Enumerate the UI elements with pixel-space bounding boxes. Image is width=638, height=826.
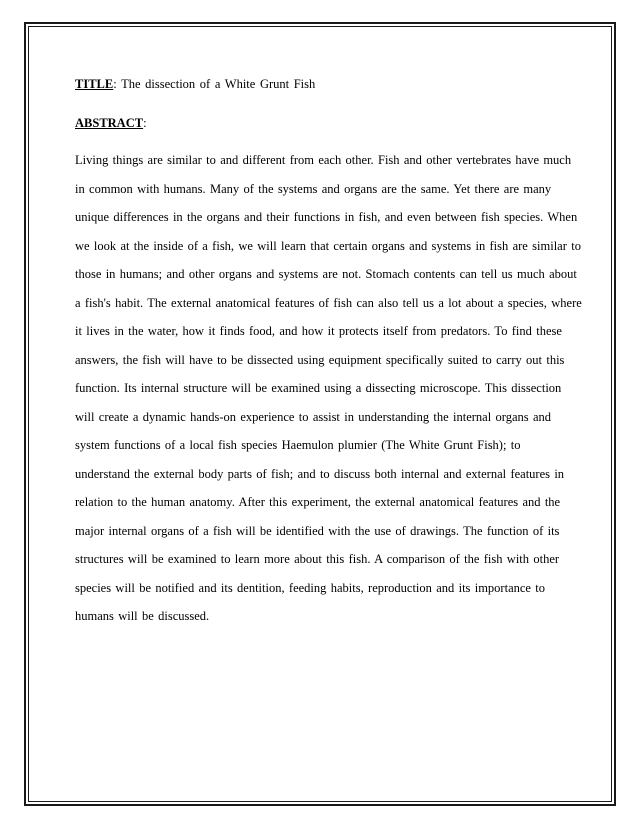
abstract-separator: : — [143, 116, 147, 130]
abstract-line: in common with humans. Many of the systems and organs are the same. Yet there are many — [75, 181, 552, 196]
title-line — [75, 77, 315, 92]
title-separator: : — [113, 77, 117, 91]
abstract-line: will create a dynamic hands-on experience to assist in understanding the internal organs and — [75, 409, 551, 424]
title-text: The dissection of a White Grunt Fish — [121, 77, 316, 91]
abstract-line: a fish's habit. The external anatomical features of fish can also tell us a lot about a species, where — [75, 295, 582, 310]
abstract-label: ABSTRACT — [75, 116, 144, 130]
abstract-line: function. Its internal structure will be examined using a dissecting microscope. This dissection — [75, 381, 562, 395]
abstract-line: we look at the inside of a fish, we will learn that certain organs and systems in fish are similar to — [75, 238, 581, 253]
abstract-line: unique differences in the organs and their functions in fish, and even between fish species. When — [75, 210, 578, 224]
abstract-paragraph — [75, 152, 582, 637]
title-label: TITLE — [75, 77, 114, 91]
abstract-line: understand the external body parts of fish; and to discuss both internal and external features in — [75, 466, 565, 481]
abstract-line: humans will be discussed. — [75, 609, 210, 623]
abstract-line: major internal organs of a fish will be identified with the use of drawings. The function of its — [75, 523, 560, 538]
abstract-line: Living things are similar to and different from each other. Fish and other vertebrates have much — [75, 153, 572, 167]
abstract-line: structures will be examined to learn more about this fish. A comparison of the fish with other — [75, 552, 560, 566]
abstract-heading — [75, 116, 147, 131]
abstract-line: system functions of a local fish species Haemulon plumier (The White Grunt Fish); to — [75, 438, 521, 452]
abstract-line: those in humans; and other organs and systems are not. Stomach contents can tell us much about — [75, 267, 577, 281]
abstract-line: species will be notified and its dentition, feeding habits, reproduction and its importance to — [75, 580, 546, 595]
abstract-line: it lives in the water, how it finds food, and how it protects itself from predators. To find these — [75, 324, 562, 338]
abstract-line: relation to the human anatomy. After this experiment, the external anatomical features and the — [75, 495, 561, 509]
abstract-line: answers, the fish will have to be dissected using equipment specifically suited to carry out this — [75, 352, 565, 367]
